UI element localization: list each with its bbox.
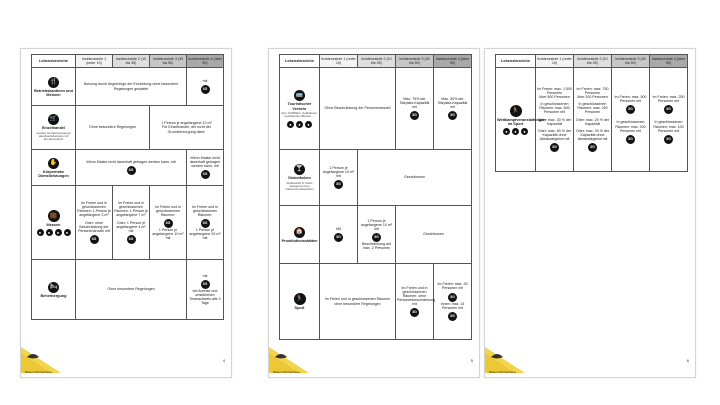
3g-badge: 3G <box>448 111 457 120</box>
header-cell: Inzidenzstufe 3 (35 bis 50) <box>150 55 187 68</box>
table-cell <box>396 264 434 340</box>
rules-table <box>495 54 688 172</box>
3g-badge: 3G <box>448 312 457 321</box>
table-cell <box>187 260 224 320</box>
trade-fair-icon: 💼 <box>48 210 60 222</box>
cell-text: 1 Person je angefangene 10 m² mit <box>322 165 355 179</box>
cell-text: Im Freien und in geschlossenen Räumen: <box>155 204 181 217</box>
cell-text: Wenn Maske nicht dauerhaft getragen werden kann, mit <box>86 159 176 164</box>
cell-text: In geschlossenen Räumen: max. 200 Personen mit <box>615 120 646 133</box>
logo-text: Baden-Württemberg <box>273 370 301 374</box>
3g-badge: 3G <box>448 293 457 302</box>
row-label: Körpernahe Dienstleistungen <box>38 169 69 178</box>
table-cell <box>320 150 358 206</box>
cell-text: über 500 Personen <box>539 95 570 100</box>
disco-icon: 🍸 <box>294 164 305 175</box>
cell-text: Oder: max. 30 % der Kapazität <box>537 117 572 126</box>
cell-text: Im Freien: max. 500 Personen mit <box>614 95 647 104</box>
cell-text: Im Freien und in geschlossenen Räumen: 1 Person je angefangene 3 m² <box>77 201 111 218</box>
row-sublabel: (ausser Grundversorgung) Handwerksbetriebe mit Kundenverkehr <box>36 130 71 142</box>
table-cell <box>612 68 650 172</box>
row-label: Betriebskantinen und Mensen <box>34 88 73 97</box>
red-light-icon: 🏠 <box>294 227 305 238</box>
table-cell <box>113 186 150 260</box>
bus-icon: 🚌 <box>294 90 305 101</box>
3g-badge: 3G <box>626 135 635 144</box>
table-cell <box>76 186 113 260</box>
runner-icon: 🏃 <box>294 293 306 305</box>
cell-text: Oder: ohne Beschränkung der Personenanzahl mit <box>78 220 110 233</box>
3g-badge: 3G <box>626 105 635 114</box>
table-row <box>32 150 224 186</box>
cell-text: Geschlossen <box>404 175 425 180</box>
table-cell <box>574 68 612 172</box>
header-cell: Inzidenzstufe 2 (10 bis 35) <box>358 55 396 68</box>
distance-icon: ● <box>296 121 303 128</box>
cell-text: Mit <box>336 226 341 231</box>
row-label-cell <box>32 106 76 150</box>
cell-text: Ohne besondere Regelungen <box>88 125 137 130</box>
distance-icon: ● <box>46 229 53 236</box>
table-cell <box>320 264 396 340</box>
cell-text: In geschlossenen Räumen: max. 500 Personen mit <box>539 102 570 115</box>
table-cell <box>396 206 472 264</box>
cell-text: 1 Person je angefangene 10 m² mit <box>152 228 184 241</box>
cell-text: mit <box>202 78 208 83</box>
rules-table <box>279 54 472 340</box>
cell-text: Im Freien: max. 25 Personen mit <box>437 282 468 291</box>
3g-badge: 3G <box>164 219 173 228</box>
bed-icon: 🛏 <box>48 282 59 293</box>
3g-badge: 3G <box>334 180 343 189</box>
header-cell: Lebensbereiche <box>496 55 536 68</box>
table-header-row <box>280 55 472 68</box>
logo-text: Baden-Württemberg <box>25 370 53 374</box>
hygiene-icon: ● <box>55 229 62 236</box>
header-cell: Inzidenzstufe 4 (über 50) <box>187 55 224 68</box>
cell-text: Max. 50% der Sitzplatz-Kapazität mit <box>437 96 468 110</box>
cell-text: Oder: max. 30 % der Kapazität ohne Abstandsgebot mit <box>575 128 610 142</box>
cell-text: Nutzung durch Angehörige der Einrichtung ohne besondere Regelungen gestattet <box>83 82 179 91</box>
row-label-cell <box>280 68 320 150</box>
table-cell <box>650 68 688 172</box>
row-label-cell <box>280 264 320 340</box>
header-cell: Lebensbereiche <box>32 55 76 68</box>
cell-text: Beschränkung auf max. 2 Personen <box>362 242 391 251</box>
3g-badge: 3G <box>664 135 673 144</box>
table-cell <box>434 68 472 150</box>
icon-row <box>497 128 534 135</box>
table-cell <box>396 68 434 150</box>
cell-text: In geschlossenen Räumen: max. 250 Personen <box>577 102 608 115</box>
cell-text: Geschlossen <box>423 232 444 237</box>
3g-badge: 3G <box>410 308 419 317</box>
table-row <box>32 186 224 260</box>
header-cell: Inzidenzstufe 4 (über 50) <box>650 55 688 68</box>
table-cell <box>187 186 224 260</box>
row-label-cell <box>32 186 76 260</box>
header-cell: Inzidenzstufe 2 (10 bis 35) <box>574 55 612 68</box>
table-row <box>280 150 472 206</box>
cell-text: Im Freien und in geschlossenen Räumen ohne besondere Regelungen <box>324 297 391 306</box>
3g-badge: 3G <box>664 105 673 114</box>
3g-badge: 3G <box>201 170 210 179</box>
cell-text: Im Freien und in geschlossenen Räumen: ohne Personenbeschränkung mit <box>397 285 435 307</box>
icon-row <box>281 121 318 128</box>
3g-badge: 3G <box>550 143 559 152</box>
header-cell: Inzidenzstufe 2 (10 bis 35) <box>113 55 150 68</box>
cell-text: 1 Person je angefangene 10 m² <box>161 121 212 126</box>
table-cell <box>150 186 187 260</box>
row-label-cell <box>32 260 76 320</box>
3g-badge: 3G <box>90 235 99 244</box>
header-cell: Inzidenzstufe 1 (unter 10) <box>536 55 574 68</box>
3g-badge: 3G <box>127 235 136 244</box>
table-cell <box>358 150 472 206</box>
3g-badge: 3G <box>410 111 419 120</box>
canteen-icon: 🍴 <box>48 77 59 88</box>
table-row <box>280 264 472 340</box>
row-label: Diskotheken <box>288 176 311 181</box>
table-cell <box>536 68 574 172</box>
cell-text: über 200 Personen <box>577 95 608 100</box>
shopping-icon: 🛒 <box>48 114 59 125</box>
cell-text: mit <box>202 273 208 278</box>
table-row <box>32 260 224 320</box>
table-cell <box>187 68 224 106</box>
3g-badge: 3G <box>372 233 381 242</box>
cell-text: Im Freien und in geschlossenen Räumen: 1 Person je angefangene 7 m² <box>114 201 148 218</box>
table-cell <box>76 150 187 186</box>
cell-text: Max. 75% der Sitzplatz-Kapazität mit <box>399 96 430 110</box>
cell-text: Oder: max. 20 % der Kapazität <box>575 117 610 126</box>
header-cell: Inzidenzstufe 4 (über 50) <box>434 55 472 68</box>
cell-text: In geschlossenen Räumen: max. 100 Personen mit <box>653 120 684 133</box>
table-cell <box>187 150 224 186</box>
table-cell <box>76 260 187 320</box>
table-cell <box>320 68 396 150</box>
3g-badge: 3G <box>334 233 343 242</box>
cell-text: Innen: max. 14 Personen mit <box>440 301 465 310</box>
row-label-cell <box>496 68 546 172</box>
table-row <box>32 106 224 150</box>
cell-text: 1 Person je angefangene 20 m² mit <box>189 228 221 241</box>
table-row <box>280 68 472 150</box>
cell-text: Ohne Beschränkung der Personenanzahl <box>324 106 391 111</box>
row-label: Messen <box>46 222 61 227</box>
row-label: Touristischer Verkehr <box>287 102 312 111</box>
cell-text: 1 Person je angefangene 10 m² mit <box>360 218 393 231</box>
table-row <box>32 68 224 106</box>
row-label: Einzelhandel <box>41 126 66 131</box>
hand-icon: ✋ <box>48 158 59 169</box>
3g-badge: 3G <box>201 85 210 94</box>
logo-text: Baden-Württemberg <box>489 370 517 374</box>
table-header-row <box>496 55 688 68</box>
mask-icon: ● <box>37 229 44 236</box>
cell-text: Ohne besondere Regelungen <box>107 287 155 292</box>
document-page-1 <box>20 48 232 378</box>
document-page-3 <box>484 48 696 378</box>
row-label: Wettkampfveranstaltungen im Sport <box>497 117 546 126</box>
cell-text: Im Freien: max. 250 Personen mit <box>652 95 685 104</box>
header-cell: Lebensbereiche <box>280 55 320 68</box>
cell-text: Oder: 1 Person je angefangene 4 m² mit <box>116 220 146 233</box>
table-cell <box>150 106 224 150</box>
cell-text: Im Freien und in geschlossenen Räumen: <box>192 204 218 217</box>
mask-icon: ● <box>287 121 294 128</box>
header-cell: Inzidenzstufe 1 (unter 10) <box>320 55 358 68</box>
runner-icon: 🏃 <box>510 105 522 117</box>
header-cell: Inzidenzstufe 3 (35 bis 50) <box>612 55 650 68</box>
row-sublabel: Klubbetrieb in Clubs (ausgenommen Gastronomiebetriebe) <box>285 180 314 192</box>
row-label-cell <box>280 206 320 264</box>
page-number: 5 <box>470 358 473 363</box>
page-number: 6 <box>686 358 689 363</box>
contact-tracing-icon: ● <box>64 229 71 236</box>
row-label-cell <box>32 150 76 186</box>
table-cell <box>76 106 150 150</box>
table-cell <box>320 206 358 264</box>
row-label: Prostitutionsstätten <box>281 238 318 243</box>
cell-text: Im Freien: max. 750 Personen <box>576 86 609 95</box>
3g-badge: 3G <box>127 166 136 175</box>
cell-text: Wenn Maske nicht dauerhaft getragen werden kann, mit <box>189 155 221 169</box>
row-label: Beherbergung <box>40 293 67 298</box>
page-number: 4 <box>222 358 225 363</box>
table-row <box>280 206 472 264</box>
header-cell: Inzidenzstufe 3 (35 bis 50) <box>396 55 434 68</box>
row-sublabel: bzw. Schifffahrt, Seilbahnen, touristischen Bussen ... <box>281 111 318 119</box>
icon-row <box>33 229 74 236</box>
cell-text: Im Freien: max. 1.500 Personen <box>537 86 572 95</box>
mask-icon: ● <box>503 128 510 135</box>
distance-icon: ● <box>512 128 519 135</box>
row-label-cell <box>280 150 320 206</box>
row-label: Sport <box>294 306 305 311</box>
3g-badge: 3G <box>201 280 210 289</box>
hygiene-icon: ● <box>305 121 312 128</box>
hygiene-icon: ● <box>521 128 528 135</box>
table-cell <box>434 264 472 340</box>
table-cell <box>358 206 396 264</box>
cell-text: Für Einzelhandel, der nicht der Grundversorgung dient: <box>162 125 211 134</box>
rules-table <box>31 54 224 320</box>
3g-badge: 3G <box>588 143 597 152</box>
cell-text: bei Anreise und ortsüblichen Testnachweis alle 3 Tage <box>189 288 221 306</box>
table-header-row <box>32 55 224 68</box>
header-cell: Inzidenzstufe 1 (unter 10) <box>76 55 113 68</box>
cell-text: Oder: max. 60 % der Kapazität ohne Abstandsgebot mit <box>537 128 572 142</box>
document-page-2 <box>268 48 480 378</box>
table-cell <box>76 68 187 106</box>
table-row <box>496 68 688 172</box>
3g-badge: 3G <box>201 219 210 228</box>
row-label-cell <box>32 68 76 106</box>
